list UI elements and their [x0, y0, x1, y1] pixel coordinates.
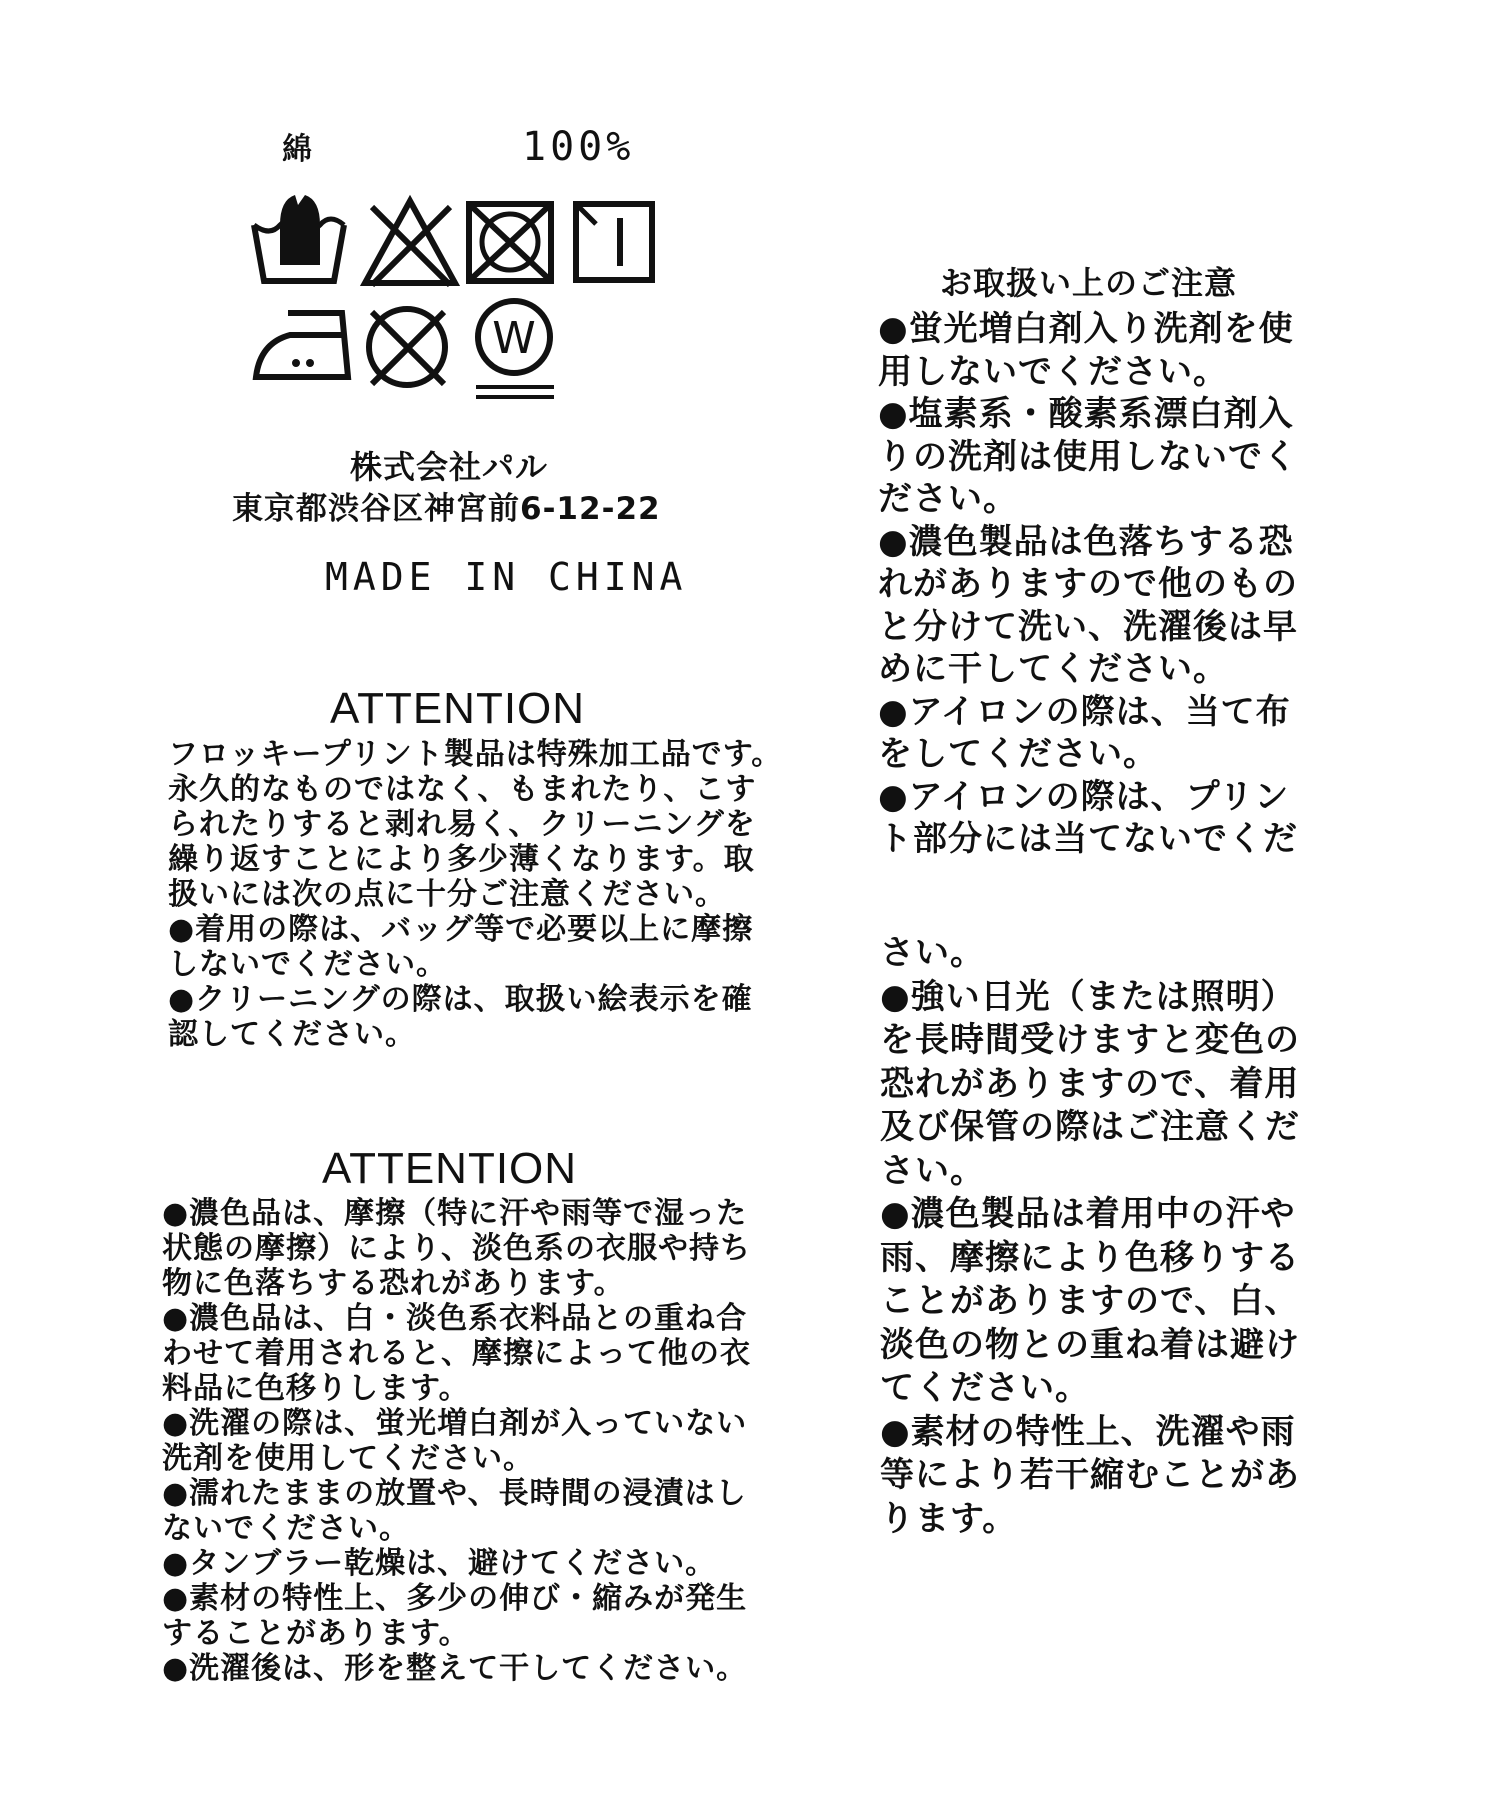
- handling-notes-upper: [878, 308, 1298, 861]
- handling-note-line: ●塩素系・酸素系漂白剤入: [878, 394, 1294, 434]
- handling-note-line: てください。: [880, 1368, 1090, 1408]
- handling-note-line: 雨、摩擦により色移りする: [880, 1237, 1300, 1278]
- attention-1-line: ●クリーニングの際は、取扱い絵表示を確: [168, 982, 753, 1017]
- handling-note-line: ことがありますので、白、: [880, 1281, 1300, 1321]
- attention-1-line: しないでください。: [168, 947, 447, 982]
- attention-2-line: ●洗濯後は、形を整えて干してください。: [162, 1651, 748, 1686]
- hand-wash-icon: [250, 195, 350, 290]
- handling-note-line: さい。: [880, 1150, 985, 1191]
- handling-note-line: 用しないでください。: [878, 351, 1228, 392]
- handling-note-line: ト部分には当てないでくだ: [878, 819, 1298, 859]
- attention-1-line: 繰り返すことにより多少薄くなります。取: [168, 842, 755, 877]
- no-dry-clean-icon: [360, 300, 455, 395]
- attention-1-line: 扱いには次の点に十分ご注意ください。: [168, 877, 726, 912]
- attention-2-line: 物に色落ちする恐れがあります。: [162, 1266, 625, 1301]
- attention-1-line: ●着用の際は、バッグ等で必要以上に摩擦: [168, 912, 754, 947]
- attention-2-line: ●素材の特性上、多少の伸び・縮みが発生: [162, 1581, 748, 1616]
- company-address: 東京都渋谷区神宮前6-12-22: [232, 491, 661, 527]
- handling-note-line: めに干してください。: [878, 649, 1228, 689]
- handling-note-line: りの洗剤は使用しないでく: [878, 436, 1298, 477]
- attention-2-line: ●濡れたままの放置や、長時間の浸漬はし: [162, 1476, 747, 1511]
- attention-heading-2: ATTENTION: [322, 1144, 578, 1193]
- attention-text-1: [168, 737, 782, 1052]
- attention-1-line: 永久的なものではなく、もまれたり、こす: [168, 772, 757, 807]
- no-tumble-dry-icon: [465, 200, 555, 285]
- attention-text-2: [162, 1196, 751, 1686]
- attention-2-line: ●濃色品は、摩擦（特に汗や雨等で湿った: [162, 1196, 748, 1231]
- fiber-label: 綿: [282, 132, 313, 167]
- handling-note-line: ●アイロンの際は、当て布: [878, 691, 1291, 732]
- fiber-percent: 100%: [522, 124, 635, 170]
- handling-note-line: を長時間受けますと変色の: [880, 1020, 1300, 1060]
- handling-note-line: 等により若干縮むことがあ: [880, 1455, 1300, 1495]
- handling-note-line: と分けて洗い、洗濯後は早: [878, 606, 1298, 647]
- attention-heading-1: ATTENTION: [330, 684, 586, 733]
- attention-2-line: することがあります。: [162, 1616, 470, 1651]
- handling-note-line: ります。: [880, 1498, 1018, 1539]
- handling-notes-title: お取扱い上のご注意: [940, 264, 1238, 302]
- handling-note-line: ●アイロンの際は、プリン: [878, 776, 1290, 817]
- iron-low-icon: [250, 305, 360, 385]
- svg-text:W: W: [492, 313, 536, 364]
- attention-1-line: 認してください。: [168, 1017, 416, 1052]
- attention-1-line: られたりすると剥れ易く、クリーニングを: [168, 807, 756, 842]
- attention-2-line: 状態の摩擦）により、淡色系の衣服や持ち: [162, 1231, 751, 1266]
- handling-note-line: ださい。: [878, 479, 1018, 519]
- wet-clean-gentle-icon: [470, 295, 560, 405]
- attention-2-line: ●タンブラー乾燥は、避けてください。: [162, 1546, 717, 1581]
- handling-note-line: ●素材の特性上、洗濯や雨: [880, 1411, 1296, 1452]
- handling-note-line: ●強い日光（または照明）: [880, 976, 1296, 1017]
- country-of-origin: MADE IN CHINA: [325, 555, 688, 599]
- attention-2-line: ないでください。: [162, 1511, 410, 1546]
- handling-note-line: 及び保管の際はご注意くだ: [880, 1107, 1300, 1147]
- handling-note-line: ●濃色製品は着用中の汗や: [880, 1194, 1296, 1234]
- line-dry-shade-icon: [572, 200, 657, 285]
- handling-notes-lower: [880, 932, 1300, 1541]
- handling-note-line: 淡色の物との重ね着は避け: [880, 1324, 1300, 1365]
- no-bleach-icon: [360, 195, 460, 290]
- company-name: 株式会社パル: [350, 448, 549, 486]
- handling-note-line: れがありますので他のもの: [878, 564, 1298, 604]
- attention-2-line: ●洗濯の際は、蛍光増白剤が入っていない: [162, 1406, 748, 1441]
- handling-note-line: をしてください。: [878, 734, 1158, 774]
- attention-2-line: わせて着用されると、摩擦によって他の衣: [162, 1336, 751, 1371]
- handling-note-line: ●蛍光増白剤入り洗剤を使: [878, 309, 1294, 349]
- handling-note-line: ●濃色製品は色落ちする恐: [878, 521, 1294, 562]
- attention-1-line: フロッキープリント製品は特殊加工品です。: [168, 737, 783, 772]
- attention-2-line: ●濃色品は、白・淡色系衣料品との重ね合: [162, 1301, 748, 1336]
- handling-note-line: 恐れがありますので、着用: [880, 1063, 1300, 1104]
- attention-2-line: 洗剤を使用してください。: [162, 1441, 534, 1476]
- handling-note-line: さい。: [880, 933, 985, 973]
- attention-2-line: 料品に色移りします。: [162, 1371, 470, 1406]
